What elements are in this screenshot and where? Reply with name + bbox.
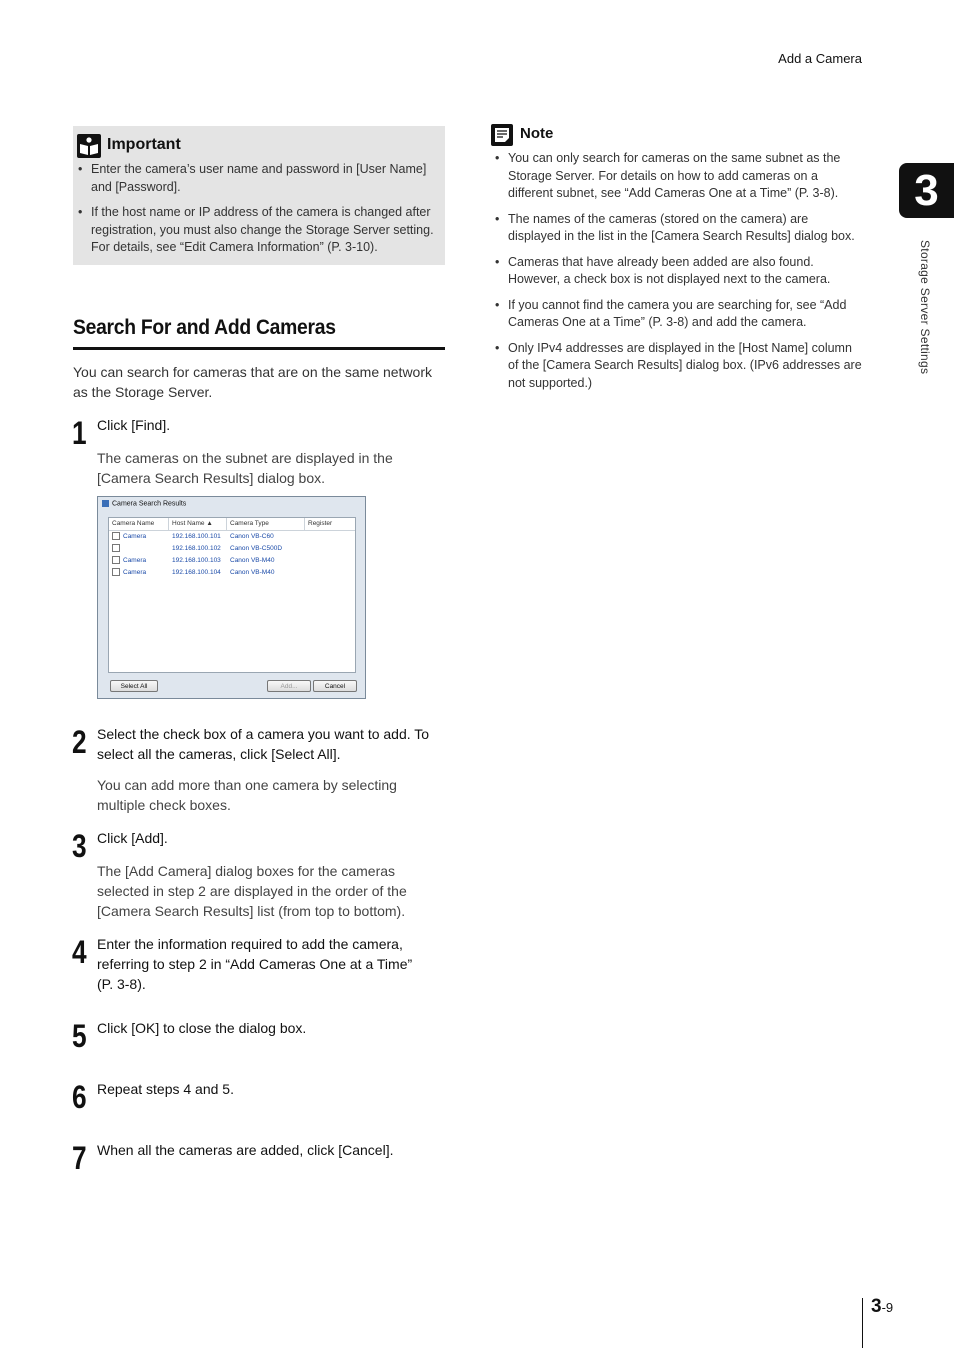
step-detail: The [Add Camera] dialog boxes for the cameras selected in step 2 are displayed in the order of the [Camera Search Results] list (from top to bottom).: [97, 863, 407, 919]
step-number: 2: [72, 724, 87, 760]
important-box: [73, 126, 445, 265]
table-row: Camera 192.168.100.103 Canon VB-M40: [109, 555, 355, 567]
column-header: Camera Type: [227, 518, 305, 530]
select-all-button[interactable]: Select All: [110, 680, 158, 692]
page-number: 3-9: [871, 1296, 894, 1317]
note-item: • You can only search for cameras on the same subnet as the Storage Server. For details on how to add cameras on a different subnet, see “Add Cameras One at a Time” (P. 3-8).: [490, 150, 864, 203]
step-detail: You can add more than one camera by selecting multiple check boxes.: [97, 777, 397, 813]
note-title: Note: [520, 125, 554, 142]
window-icon: [102, 500, 109, 507]
step-number: 6: [72, 1079, 87, 1115]
table-row: Camera 192.168.100.104 Canon VB-M40: [109, 567, 355, 579]
step-number: 3: [72, 828, 87, 864]
section-title: Search For and Add Cameras: [73, 316, 336, 339]
step-detail: The cameras on the subnet are displayed in the [Camera Search Results] dialog box.: [97, 450, 393, 486]
dialog-title: Camera Search Results: [102, 500, 186, 507]
step-text: Click [Add].: [97, 830, 168, 846]
note-item: • If you cannot find the camera you are searching for, see “Add Cameras One at a Time” (P. 3-8) and add the camera.: [490, 297, 864, 332]
note-item: • Only IPv4 addresses are displayed in the [Host Name] column of the [Camera Search Results] dialog box. (IPv6 addresses are not supported.): [490, 340, 864, 393]
step-text: Repeat steps 4 and 5.: [97, 1081, 234, 1097]
camera-search-results-screenshot: [97, 496, 366, 699]
add-button[interactable]: Add...: [267, 680, 311, 692]
important-title: Important: [107, 136, 181, 153]
important-icon: [77, 134, 101, 158]
step-text: When all the cameras are added, click [Cancel].: [97, 1142, 394, 1158]
footer-rule: [862, 1298, 863, 1348]
row-checkbox[interactable]: [112, 544, 120, 552]
note-icon: [491, 124, 513, 146]
note-item: • The names of the cameras (stored on the camera) are displayed in the list in the [Camera Search Results] dialog box.: [490, 211, 864, 246]
row-checkbox[interactable]: [112, 568, 120, 576]
step-text: Click [OK] to close the dialog box.: [97, 1020, 307, 1036]
column-header: Host Name ▲: [169, 518, 227, 530]
important-item: • Enter the camera’s user name and password in [User Name] and [Password].: [73, 161, 441, 196]
note-list: [490, 150, 864, 392]
row-checkbox[interactable]: [112, 532, 120, 540]
step-number: 5: [72, 1018, 87, 1054]
important-item: • If the host name or IP address of the camera is changed after registration, you must also change the Storage Server setting. For details, see “Edit Camera Information” (P. 3-10).: [73, 204, 441, 257]
cancel-button[interactable]: Cancel: [313, 680, 357, 692]
step-number: 1: [72, 415, 87, 451]
important-list: [73, 161, 441, 257]
section-rule: [73, 347, 445, 350]
step-text: Click [Find].: [97, 417, 171, 433]
list-header: [109, 518, 355, 531]
column-header: Register: [308, 520, 333, 527]
results-list: [108, 517, 356, 673]
running-header: Add a Camera: [778, 51, 862, 66]
table-row: 192.168.100.102 Canon VB-C500D: [109, 543, 355, 555]
chapter-tab: 3: [899, 163, 954, 218]
step-number: 4: [72, 934, 87, 970]
step-number: 7: [72, 1140, 87, 1176]
step-text: Select the check box of a camera you want to add. To select all the cameras, click [Select All].: [97, 726, 430, 762]
step-text: Enter the information required to add the camera, referring to step 2 in “Add Cameras One at a Time” (P. 3-8).: [97, 936, 413, 992]
table-row: Camera 192.168.100.101 Canon VB-C60: [109, 531, 355, 543]
column-header: Camera Name: [109, 518, 169, 530]
chapter-side-label: Storage Server Settings: [918, 240, 932, 375]
note-item: • Cameras that have already been added are also found. However, a check box is not displayed next to the camera.: [490, 254, 864, 289]
row-checkbox[interactable]: [112, 556, 120, 564]
section-intro: You can search for cameras that are on the same network as the Storage Server.: [73, 364, 433, 400]
